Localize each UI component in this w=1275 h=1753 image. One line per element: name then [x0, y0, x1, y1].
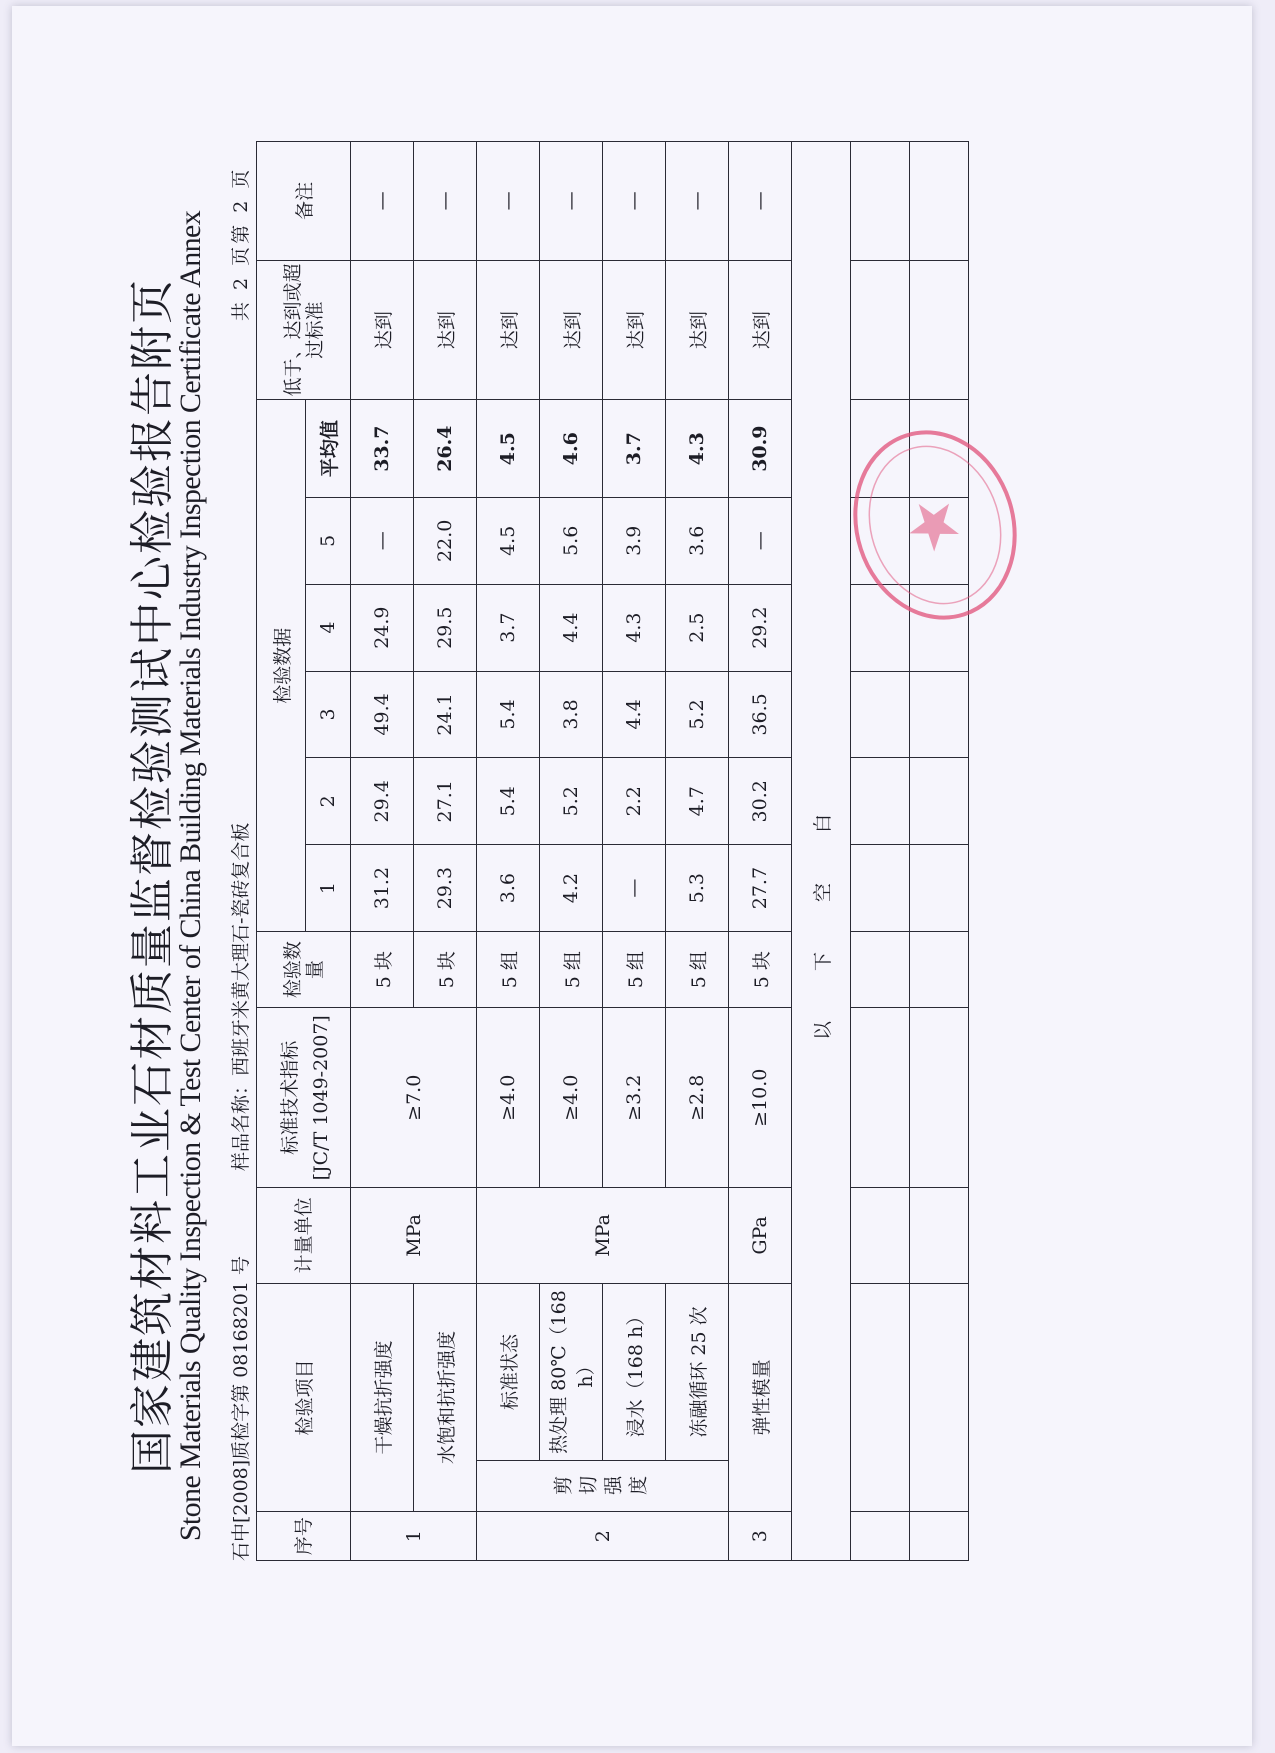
header-row-1 — [257, 142, 306, 1561]
blank-cell — [910, 1008, 969, 1188]
row-value: 2.2 — [603, 758, 666, 845]
row-remark: — — [351, 142, 414, 261]
row-average: 4.3 — [666, 400, 729, 497]
header-result: 低于、达到或超过标准 — [257, 260, 351, 400]
inspection-table — [256, 141, 969, 1561]
blank-cell — [910, 142, 969, 261]
row-average: 33.7 — [351, 400, 414, 497]
row-unit: MPa — [351, 1188, 477, 1283]
sample-name: 样品名称：西班牙米黄大理石-瓷砖复合板 — [230, 822, 252, 1171]
table-row — [540, 142, 603, 1561]
header-col-4: 4 — [306, 584, 351, 671]
blank-cell — [910, 758, 969, 845]
table-row — [414, 142, 477, 1561]
row-value: 5.2 — [540, 758, 603, 845]
row-average: 3.7 — [603, 400, 666, 497]
row-seq: 2 — [477, 1512, 729, 1561]
row-qty: 5 组 — [666, 932, 729, 1008]
blank-cell — [910, 1512, 969, 1561]
header-qty: 检验数量 — [257, 932, 351, 1008]
row-average: 30.9 — [729, 400, 792, 497]
row-value: 24.1 — [414, 671, 477, 758]
header-col-1: 1 — [306, 845, 351, 932]
row-value: 3.8 — [540, 671, 603, 758]
blank-note: 以 下 空 白 — [792, 142, 851, 1561]
row-value: 4.5 — [477, 497, 540, 584]
title-english: Stone Materials Quality Inspection & Test Center of China Building Materials Industry Inspection Certificate Annex — [174, 210, 207, 1542]
header-col-5: 5 — [306, 497, 351, 584]
header-remark: 备注 — [257, 142, 351, 261]
row-value: 49.4 — [351, 671, 414, 758]
blank-cell — [851, 142, 910, 261]
stamp-star — [902, 495, 962, 557]
blank-cell — [851, 845, 910, 932]
row-value: 24.9 — [351, 584, 414, 671]
row-item: 标准状态 — [477, 1283, 540, 1461]
blank-cell — [910, 1283, 969, 1512]
row-value: 5.6 — [540, 497, 603, 584]
row-value: 3.6 — [477, 845, 540, 932]
table-row — [477, 142, 540, 1561]
row-value: 29.5 — [414, 584, 477, 671]
blank-cell — [851, 932, 910, 1008]
row-qty: 5 块 — [414, 932, 477, 1008]
row-value: 3.6 — [666, 497, 729, 584]
header-seq: 序号 — [257, 1512, 351, 1561]
row-result: 达到 — [666, 260, 729, 400]
report-number: 石中[2008]质检字第 08168201 号 — [230, 1256, 252, 1561]
blank-cell — [851, 671, 910, 758]
row-remark: — — [729, 142, 792, 261]
blank-cell — [851, 758, 910, 845]
row-remark: — — [603, 142, 666, 261]
row-value: 5.3 — [666, 845, 729, 932]
row-spec: ≥7.0 — [351, 1008, 477, 1188]
row-item: 干燥抗折强度 — [351, 1283, 414, 1512]
header-unit: 计量单位 — [257, 1188, 351, 1283]
blank-row — [851, 142, 910, 1561]
row-remark: — — [666, 142, 729, 261]
row-value: 27.7 — [729, 845, 792, 932]
row-item: 弹性模量 — [729, 1283, 792, 1512]
row-qty: 5 组 — [603, 932, 666, 1008]
header-spec-standard: [JC/T 1049-2007] — [310, 1015, 332, 1181]
row-value: 31.2 — [351, 845, 414, 932]
row-unit: MPa — [477, 1188, 729, 1283]
row-average: 4.6 — [540, 400, 603, 497]
row-value: 27.1 — [414, 758, 477, 845]
header-spec — [257, 1008, 351, 1188]
row-result: 达到 — [477, 260, 540, 400]
header-item: 检验项目 — [257, 1283, 351, 1512]
row-value: 29.2 — [729, 584, 792, 671]
blank-cell — [851, 1008, 910, 1188]
row-value: 29.3 — [414, 845, 477, 932]
row-item: 热处理 80℃（168 h） — [540, 1283, 603, 1461]
row-value: 2.5 — [666, 584, 729, 671]
blank-cell — [910, 932, 969, 1008]
row-value: 3.7 — [477, 584, 540, 671]
header-col-3: 3 — [306, 671, 351, 758]
row-value: — — [729, 497, 792, 584]
blank-cell — [851, 1283, 910, 1512]
page-info: 共 2 页第 2 页 — [230, 166, 252, 321]
row-result: 达到 — [729, 260, 792, 400]
row-average: 26.4 — [414, 400, 477, 497]
row-item: 冻融循环 25 次 — [666, 1283, 729, 1461]
row-remark: — — [414, 142, 477, 261]
row-value: 5.4 — [477, 671, 540, 758]
blank-cell — [851, 260, 910, 400]
row-spec: ≥4.0 — [477, 1008, 540, 1188]
row-qty: 5 块 — [729, 932, 792, 1008]
row-unit: GPa — [729, 1188, 792, 1283]
row-value: 4.4 — [540, 584, 603, 671]
blank-row — [910, 142, 969, 1561]
row-value: 3.9 — [603, 497, 666, 584]
blank-cell — [851, 1512, 910, 1561]
row-average: 4.5 — [477, 400, 540, 497]
table-row — [351, 142, 414, 1561]
row-value: — — [351, 497, 414, 584]
table-row — [666, 142, 729, 1561]
row-value: 4.3 — [603, 584, 666, 671]
row-seq: 1 — [351, 1512, 477, 1561]
row-spec: ≥2.8 — [666, 1008, 729, 1188]
blank-cell — [851, 1188, 910, 1283]
row-value: 22.0 — [414, 497, 477, 584]
row-value: 30.2 — [729, 758, 792, 845]
row-qty: 5 组 — [540, 932, 603, 1008]
row-result: 达到 — [351, 260, 414, 400]
row-spec: ≥3.2 — [603, 1008, 666, 1188]
row-value: 29.4 — [351, 758, 414, 845]
table-row — [729, 142, 792, 1561]
row-result: 达到 — [414, 260, 477, 400]
row-qty: 5 块 — [351, 932, 414, 1008]
table-row — [603, 142, 666, 1561]
blank-cell — [910, 1188, 969, 1283]
row-value: 5.4 — [477, 758, 540, 845]
row-value: 36.5 — [729, 671, 792, 758]
row-spec: ≥4.0 — [540, 1008, 603, 1188]
row-value: 4.7 — [666, 758, 729, 845]
row-item: 浸水（168 h） — [603, 1283, 666, 1461]
row-remark: — — [540, 142, 603, 261]
blank-cell — [910, 671, 969, 758]
title-chinese: 国家建筑材料工业石材质量监督检验测试中心检验报告附页 — [127, 278, 178, 1474]
blank-cell — [910, 260, 969, 400]
rotated-page — [108, 131, 1183, 1621]
row-value: — — [603, 845, 666, 932]
row-value: 4.2 — [540, 845, 603, 932]
blank-cell — [910, 845, 969, 932]
header-avg: 平均值 — [306, 400, 351, 497]
header-col-2: 2 — [306, 758, 351, 845]
row-remark: — — [477, 142, 540, 261]
row-value: 4.4 — [603, 671, 666, 758]
row-spec: ≥10.0 — [729, 1008, 792, 1188]
document-sheet — [12, 6, 1252, 1746]
row-qty: 5 组 — [477, 932, 540, 1008]
row-item: 水饱和抗折强度 — [414, 1283, 477, 1512]
row-result: 达到 — [540, 260, 603, 400]
header-data: 检验数据 — [257, 400, 306, 932]
shear-group-label: 剪切强度 — [477, 1461, 729, 1512]
blank-row — [792, 142, 851, 1561]
header-spec-label: 标准技术指标 — [279, 1040, 301, 1155]
row-value: 5.2 — [666, 671, 729, 758]
row-seq: 3 — [729, 1512, 792, 1561]
row-result: 达到 — [603, 260, 666, 400]
